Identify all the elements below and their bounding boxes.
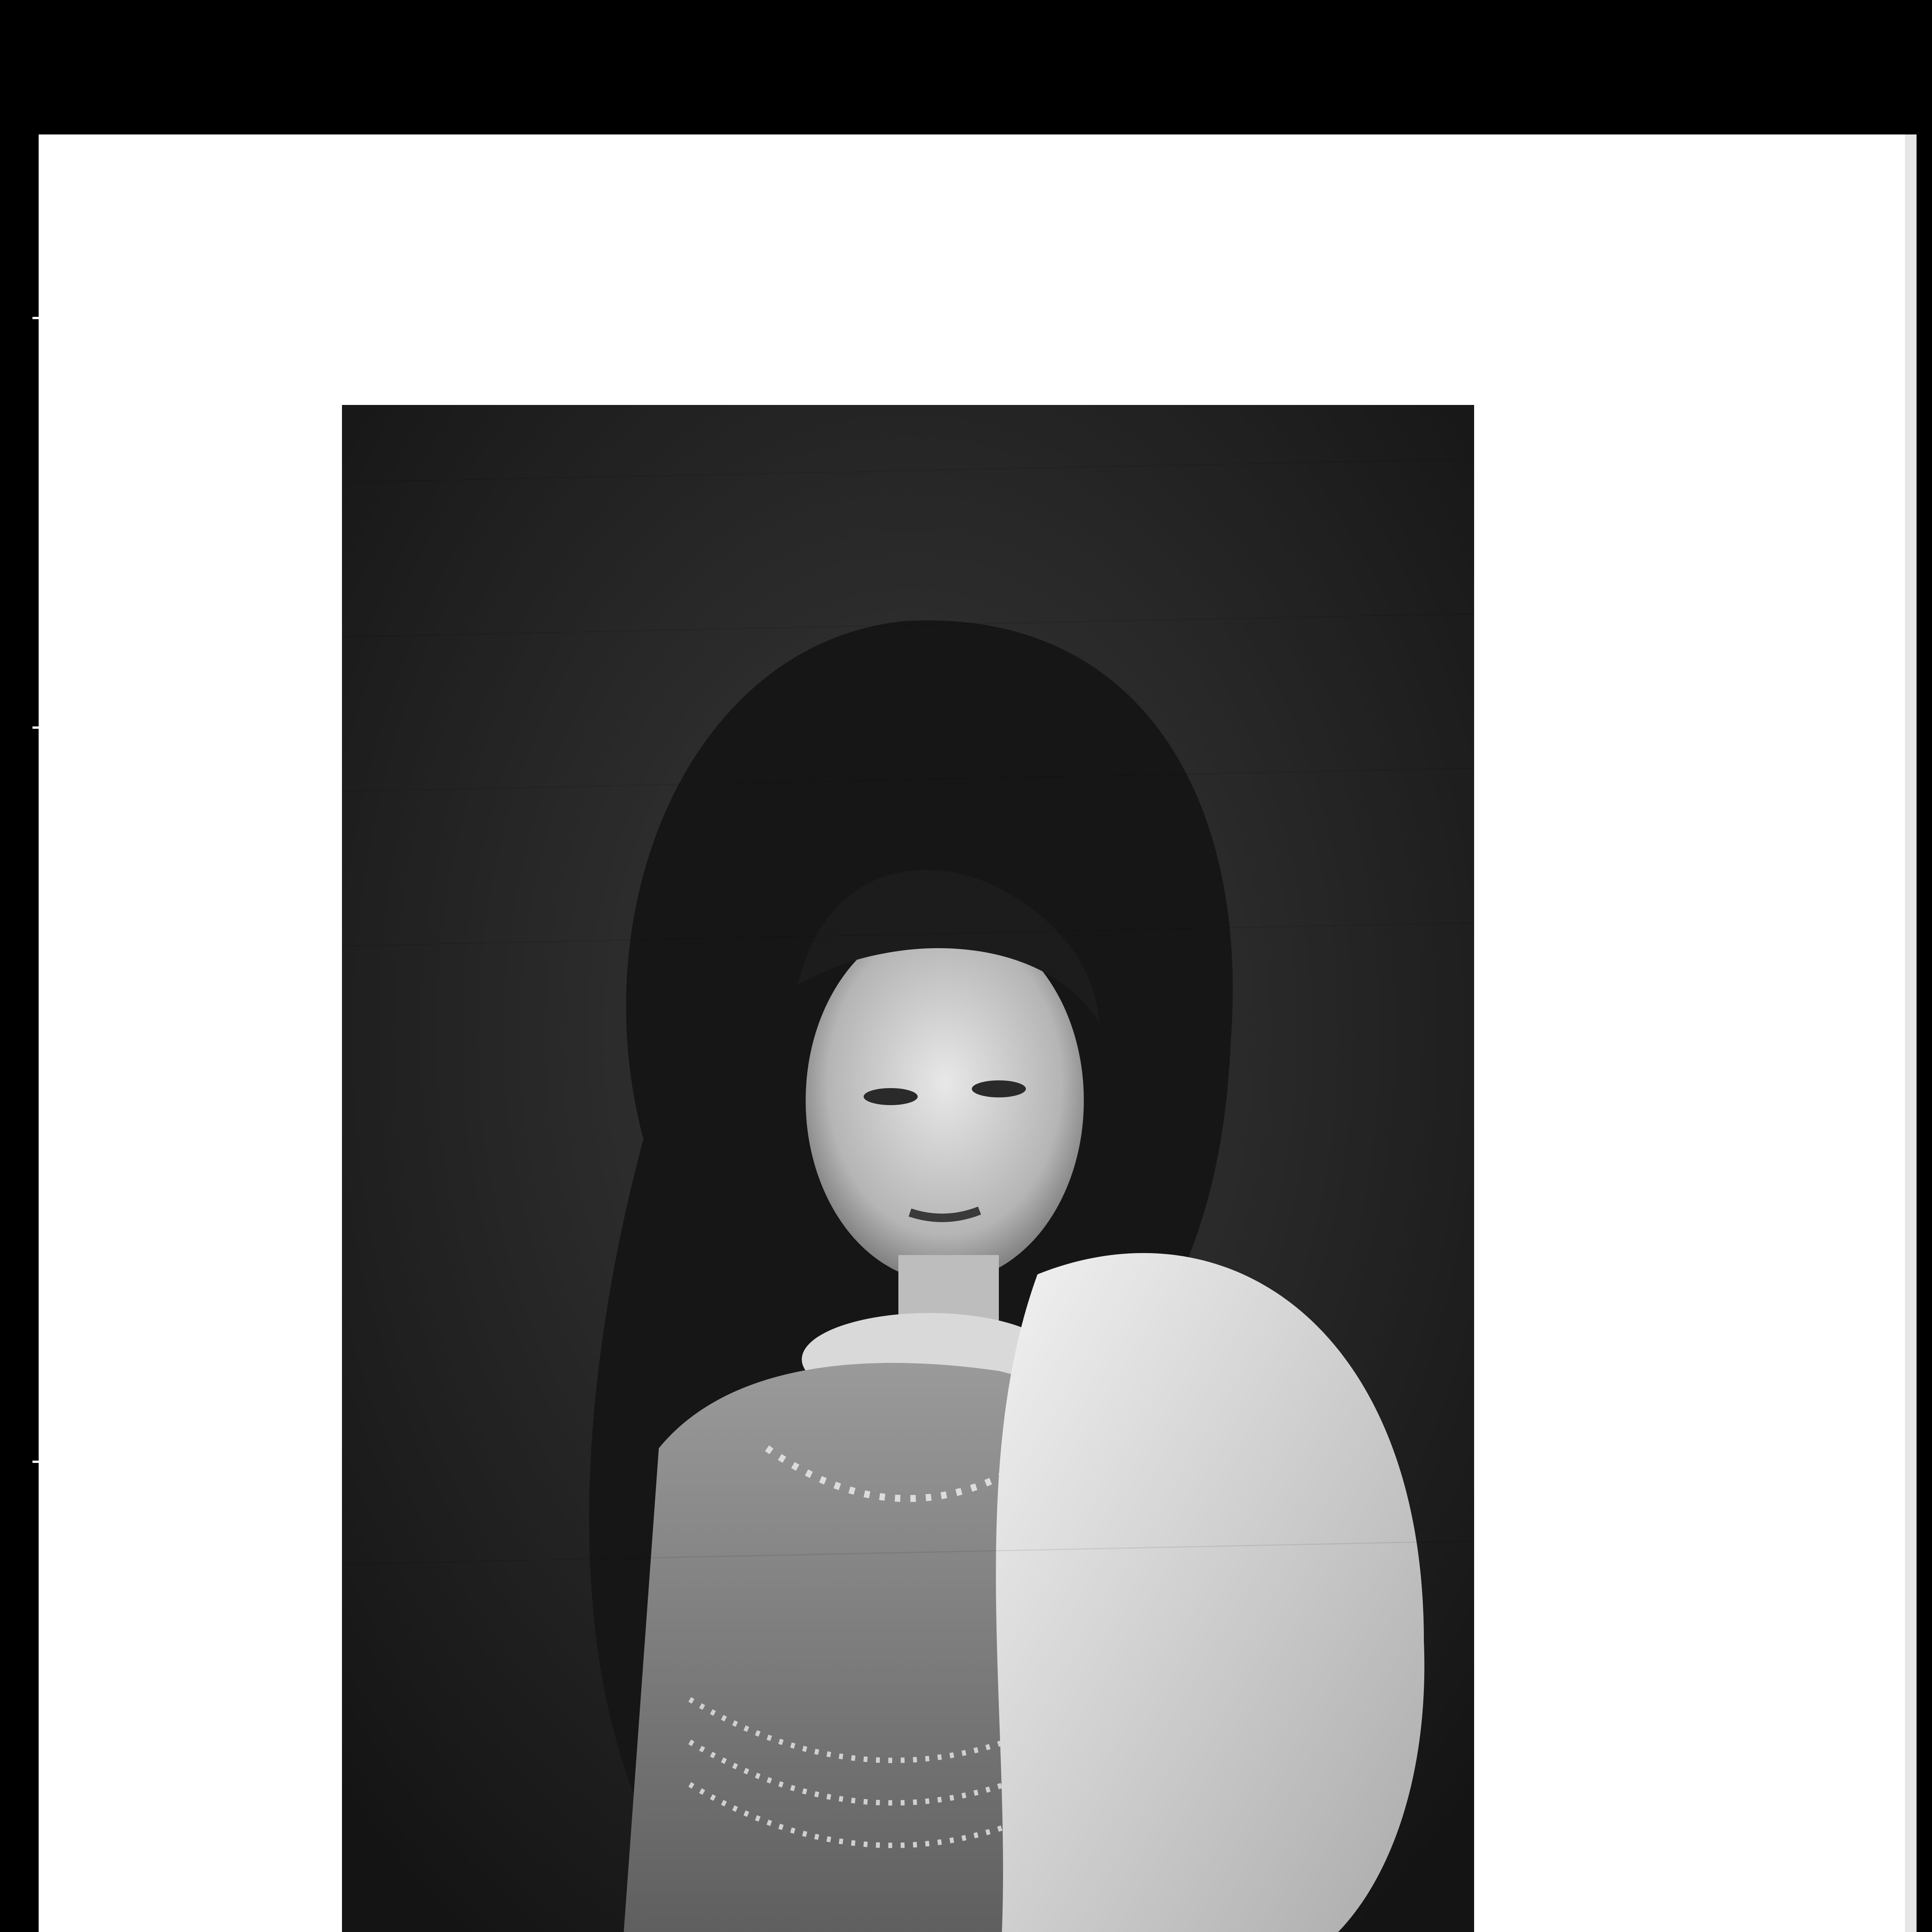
binding-mark [32,726,40,729]
book-page [39,134,1905,1932]
binding-mark [32,1461,40,1463]
portrait-image [342,405,1474,1932]
binding-mark [32,317,40,319]
page-edge-right [1905,134,1917,1932]
portrait-photograph [342,405,1474,1932]
